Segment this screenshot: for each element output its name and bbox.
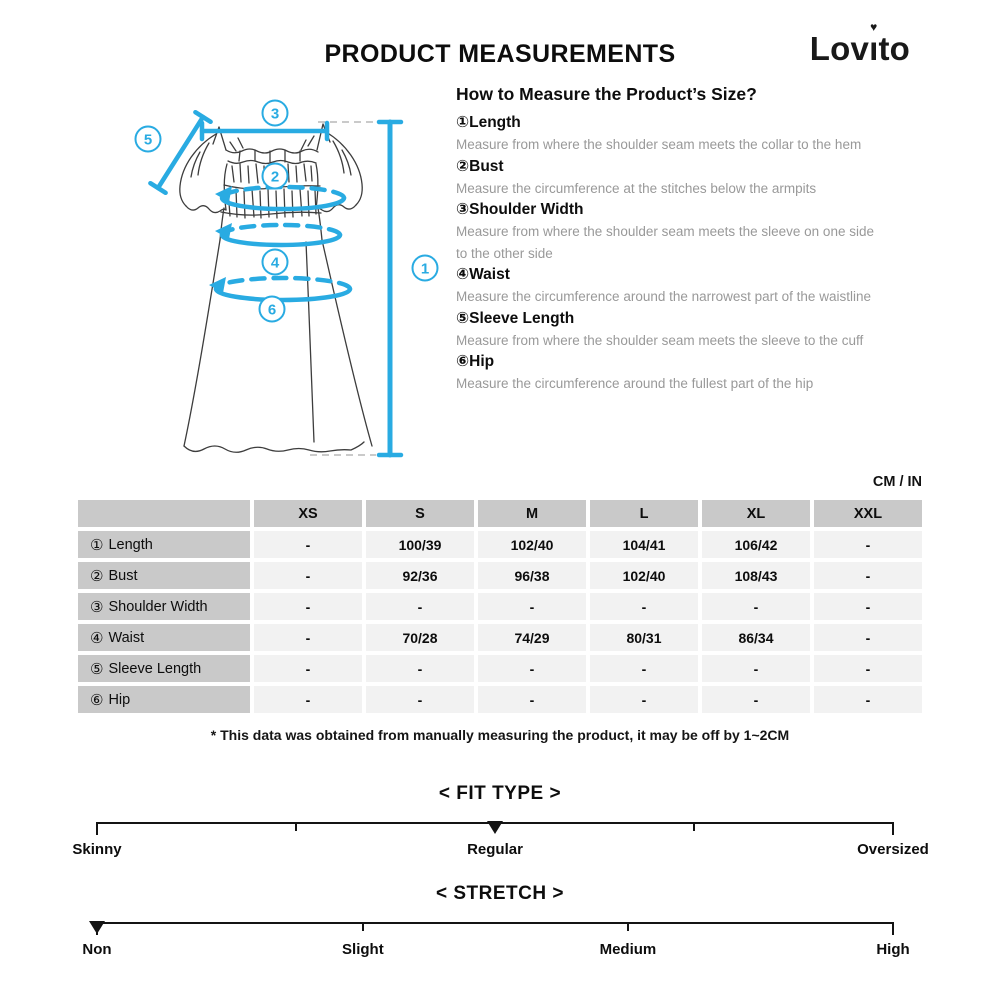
- size-table: [78, 500, 922, 717]
- hip-ellipse: [216, 289, 350, 300]
- measure-term: [456, 199, 880, 221]
- scale-tick: [693, 822, 695, 831]
- scale-tick: [627, 922, 629, 931]
- term-number: ⑤: [456, 309, 470, 327]
- measurement-cell: 74/29: [478, 624, 586, 651]
- measurement-cell: 100/39: [366, 531, 474, 558]
- scale-label: High: [876, 941, 910, 958]
- callout-3: [263, 101, 288, 126]
- measurement-cell: -: [478, 686, 586, 713]
- measurement-cell: -: [254, 562, 362, 589]
- measure-term: [456, 264, 880, 286]
- table-corner-cell: [78, 500, 250, 527]
- scale-label: Medium: [599, 941, 657, 958]
- logo-text-post: to: [878, 30, 910, 67]
- term-label: Shoulder Width: [469, 201, 584, 218]
- svg-text:4: 4: [270, 254, 280, 272]
- scale-label: Slight: [342, 941, 384, 958]
- table-row: [78, 562, 922, 589]
- fit-type-scale: [0, 783, 1000, 865]
- measurement-cell: 80/31: [590, 624, 698, 651]
- page-title: PRODUCT MEASUREMENTS: [324, 40, 676, 68]
- row-number: ①: [90, 536, 104, 554]
- logo-letter-i: ı ♥: [869, 20, 879, 67]
- measure-description: Measure the circumference around the narrowest part of the waistline: [456, 289, 871, 304]
- callout-5: [136, 127, 161, 152]
- measurement-cell: -: [590, 686, 698, 713]
- row-number: ②: [90, 567, 104, 585]
- how-to-measure-section: [456, 84, 880, 395]
- measure-term: [456, 308, 880, 330]
- measure-description: Measure from where the shoulder seam meets the collar to the hem: [456, 137, 862, 152]
- row-label-cell: [78, 624, 250, 651]
- svg-text:5: 5: [143, 131, 153, 149]
- row-label: Sleeve Length: [108, 660, 202, 677]
- measure-term: [456, 156, 880, 178]
- scale-label: Non: [82, 941, 112, 958]
- measurement-cell: 92/36: [366, 562, 474, 589]
- callout-1: [413, 256, 438, 281]
- measurement-cell: -: [254, 686, 362, 713]
- measurement-cell: -: [366, 655, 474, 682]
- term-label: Waist: [469, 266, 510, 283]
- svg-text:2: 2: [270, 168, 280, 186]
- scale-end-tick: [892, 822, 894, 835]
- measurement-cell: -: [702, 686, 810, 713]
- measurement-cell: -: [814, 655, 922, 682]
- measurement-cell: -: [702, 593, 810, 620]
- scale-tick: [362, 922, 364, 931]
- size-column-header: L: [590, 500, 698, 527]
- svg-text:6: 6: [267, 301, 277, 319]
- callout-4: [263, 250, 288, 275]
- table-row: [78, 593, 922, 620]
- measurement-cell: 86/34: [702, 624, 810, 651]
- scale-end-tick: [96, 822, 98, 835]
- measurement-cell: -: [254, 531, 362, 558]
- measurement-cell: -: [814, 562, 922, 589]
- row-label: Hip: [108, 691, 131, 708]
- term-label: Bust: [469, 157, 504, 175]
- scale-tick: [295, 822, 297, 831]
- measurement-cell: 108/43: [702, 562, 810, 589]
- measure-description: Measure the circumference around the fullest part of the hip: [456, 376, 814, 391]
- term-number: ③: [456, 201, 470, 218]
- term-number: ⑥: [456, 353, 470, 370]
- scale-label: Oversized: [857, 841, 929, 858]
- row-label-cell: [78, 593, 250, 620]
- measurement-cell: 102/40: [478, 531, 586, 558]
- reference-dash-lines: [310, 122, 376, 455]
- measure-term: [456, 112, 880, 134]
- footnote: * This data was obtained from manually measuring the product, it may be off by 1~2CM: [210, 727, 790, 743]
- fit-type-title: < FIT TYPE >: [438, 783, 562, 804]
- table-row: [78, 624, 922, 651]
- row-label: Bust: [108, 567, 138, 584]
- measurement-cell: -: [814, 624, 922, 651]
- row-label-cell: [78, 655, 250, 682]
- how-to-heading: How to Measure the Product’s Size?: [456, 84, 757, 104]
- row-label-cell: [78, 562, 250, 589]
- waist-ellipse: [222, 235, 340, 245]
- svg-text:1: 1: [420, 260, 430, 278]
- row-number: ⑤: [90, 660, 104, 678]
- row-label: Length: [108, 536, 153, 553]
- measurement-cell: -: [590, 655, 698, 682]
- stretch-axis: [97, 922, 893, 924]
- units-label: CM / IN: [872, 474, 922, 490]
- term-label: Hip: [469, 353, 495, 370]
- row-number: ④: [90, 629, 104, 647]
- table-row: [78, 686, 922, 713]
- row-label-cell: [78, 686, 250, 713]
- size-column-header: M: [478, 500, 586, 527]
- term-label: Length: [469, 114, 521, 131]
- logo-heart-icon: ♥: [870, 20, 878, 34]
- measurement-cell: 104/41: [590, 531, 698, 558]
- stretch-scale: [0, 883, 1000, 965]
- term-number: ②: [456, 157, 470, 175]
- fit-type-labels: [72, 841, 929, 861]
- stretch-labels: [82, 941, 910, 961]
- term-number: ①: [456, 114, 470, 131]
- callout-6: [260, 297, 285, 322]
- row-number: ③: [90, 598, 104, 616]
- svg-text:3: 3: [270, 105, 280, 123]
- how-to-list: [456, 112, 880, 395]
- size-column-header: XXL: [814, 500, 922, 527]
- measurement-cell: -: [590, 593, 698, 620]
- measurement-cell: -: [478, 593, 586, 620]
- term-label: Sleeve Length: [469, 309, 575, 327]
- callout-2: [263, 164, 288, 189]
- lovito-logo: [809, 20, 910, 68]
- scale-end-tick: [892, 922, 894, 935]
- scale-marker-triangle-icon: [89, 921, 105, 934]
- table-header-row: [78, 500, 922, 527]
- measurement-cell: -: [366, 593, 474, 620]
- scale-marker-triangle-icon: [487, 821, 503, 834]
- measurement-cell: -: [814, 531, 922, 558]
- size-column-header: XL: [702, 500, 810, 527]
- stretch-title: < STRETCH >: [436, 883, 564, 904]
- measurement-cell: -: [254, 593, 362, 620]
- row-label-cell: [78, 531, 250, 558]
- scale-label: Skinny: [72, 841, 122, 858]
- measurement-cell: 102/40: [590, 562, 698, 589]
- dress-measurement-diagram: [120, 90, 450, 470]
- measure-description: Measure the circumference at the stitches below the armpits: [456, 180, 817, 196]
- measurement-cell: 106/42: [702, 531, 810, 558]
- measurement-cell: 96/38: [478, 562, 586, 589]
- table-row: [78, 655, 922, 682]
- bust-ellipse: [222, 198, 344, 209]
- term-number: ④: [456, 266, 470, 283]
- size-column-header: XS: [254, 500, 362, 527]
- logo-text-pre: Lov: [809, 30, 870, 67]
- measurement-cell: -: [254, 624, 362, 651]
- measurement-cell: -: [814, 686, 922, 713]
- row-label: Shoulder Width: [108, 598, 208, 615]
- measurement-cell: -: [366, 686, 474, 713]
- scale-label: Regular: [467, 841, 523, 858]
- measure-description: Measure from where the shoulder seam meets the sleeve on one side to the other side: [456, 224, 874, 261]
- measure-term: [456, 351, 880, 373]
- measure-description: Measure from where the shoulder seam meets the sleeve to the cuff: [456, 332, 864, 348]
- sleeve-length-line: [158, 117, 203, 188]
- table-row: [78, 531, 922, 558]
- measurement-cell: -: [814, 593, 922, 620]
- row-number: ⑥: [90, 691, 104, 709]
- measurement-cell: 70/28: [366, 624, 474, 651]
- size-column-header: S: [366, 500, 474, 527]
- fit-type-axis: [97, 822, 893, 824]
- row-label: Waist: [108, 629, 145, 646]
- measurement-cell: -: [254, 655, 362, 682]
- measurement-cell: -: [478, 655, 586, 682]
- measurement-cell: -: [702, 655, 810, 682]
